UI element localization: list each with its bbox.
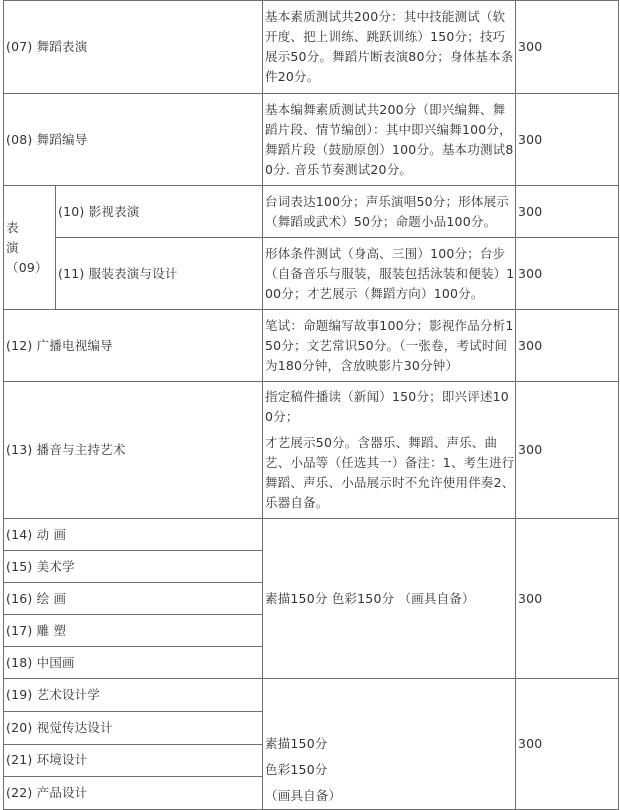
content-paragraph: 指定稿件播读（新闻）150分；即兴评述100分； [265,389,509,424]
content-line: 素描150分 [265,736,328,751]
table-row [4,94,619,186]
group-label-line: 表 [6,219,19,235]
exam-table [3,0,619,810]
content-paragraph: 才艺展示50分。含器乐、舞蹈、声乐、曲艺、小品等（任选其一）备注：1、考生进行舞蹈、声乐、小品展示时不允许使用伴奏2、乐器自备。 [265,435,515,510]
group-label [4,186,56,310]
major-name: (20) 视觉传达设计 [4,711,263,744]
table-row [4,186,619,238]
table-row [4,310,619,382]
exam-content: 素描150分 色彩150分 （画具自备） [263,519,516,679]
group-label-line: （09） [6,259,48,275]
exam-content [263,382,516,519]
group-label-line: 演 [6,239,19,255]
exam-content: 台词表达100分；声乐演唱50分；形体展示（舞蹈或武术）50分；命题小品100分。 [263,186,516,238]
exam-content: 基本编舞素质测试共200分（即兴编舞、舞蹈片段、情节编创）：其中即兴编舞100分，舞蹈片段（鼓励原创）100分。基本功测试80分. 音乐节奏测试20分。 [263,94,516,186]
table-row [4,382,619,519]
major-name: (19) 艺术设计学 [4,679,263,712]
full-score: 300 [516,382,619,519]
full-score: 300 [516,238,619,310]
exam-content: 基本素质测试共200分：其中技能测试（软开度、把上训练、跳跃训练）150分；技巧展示50分。舞蹈片断表演80分；身体基本条件20分。 [263,1,516,94]
major-name: (08) 舞蹈编导 [4,94,263,186]
major-name: (18) 中国画 [4,647,263,679]
major-name: (22) 产品设计 [4,777,263,810]
table-row [4,519,619,551]
major-name: (13) 播音与主持艺术 [4,382,263,519]
content-line: 色彩150分 [265,762,328,777]
full-score: 300 [516,94,619,186]
major-name: (21) 环境设计 [4,744,263,777]
major-name: (12) 广播电视编导 [4,310,263,382]
major-name: (17) 雕 塑 [4,615,263,647]
content-line: （画具自备） [265,788,342,803]
full-score: 300 [516,519,619,679]
major-name: (14) 动 画 [4,519,263,551]
major-name: (10) 影视表演 [56,186,263,238]
exam-content: 笔试：命题编写故事100分；影视作品分析150分；文艺常识50分。（一张卷，考试时间为180分钟，含放映影片30分钟） [263,310,516,382]
major-name: (15) 美术学 [4,551,263,583]
table-row [4,1,619,94]
major-name: (07) 舞蹈表演 [4,1,263,94]
exam-content: 形体条件测试（身高、三围）100分；台步（自备音乐与服装，服装包括泳装和便装）100分；才艺展示（舞蹈方向）100分。 [263,238,516,310]
exam-content [263,679,516,810]
table-row [4,238,619,310]
full-score: 300 [516,310,619,382]
full-score: 300 [516,1,619,94]
major-name: (16) 绘 画 [4,583,263,615]
full-score: 300 [516,186,619,238]
full-score: 300 [516,679,619,810]
table-row [4,679,619,712]
major-name: (11) 服装表演与设计 [56,238,263,310]
